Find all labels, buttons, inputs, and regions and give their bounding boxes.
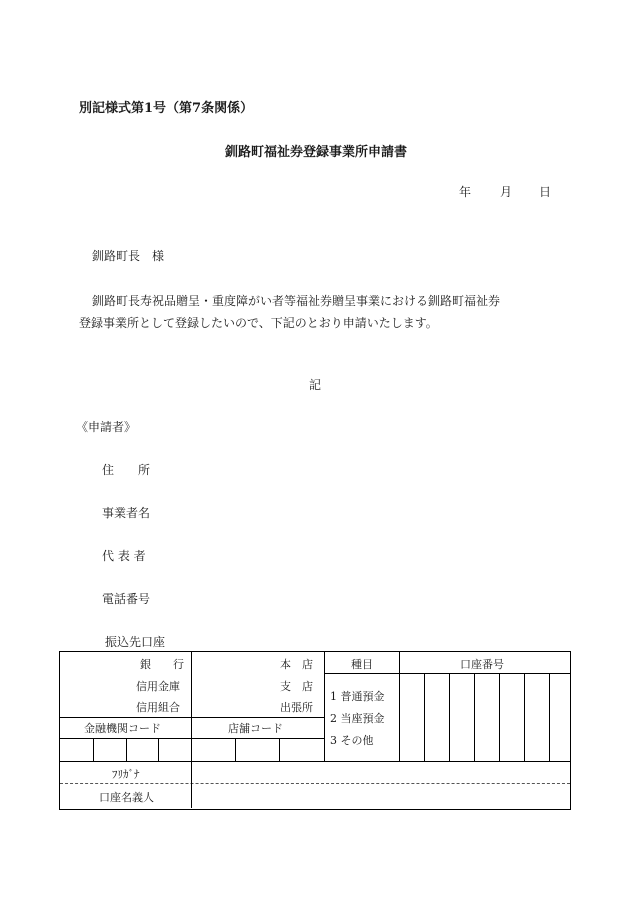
address-label: 住 所 xyxy=(102,463,151,477)
code-divider xyxy=(158,738,159,762)
account-number-header: 口座番号 xyxy=(460,658,504,671)
digit-divider xyxy=(499,674,500,762)
body-line-2: 登録事業所として登録したいので、下記のとおり申請いたします。 xyxy=(79,316,438,330)
hline-furigana-dash xyxy=(60,783,570,784)
digit-divider xyxy=(474,674,475,762)
hline-code-label-bottom xyxy=(60,738,324,739)
hline-furigana-top xyxy=(60,761,570,762)
account-heading: 振込先口座 xyxy=(105,635,166,649)
date-year: 年 xyxy=(459,185,472,199)
date-month: 月 xyxy=(500,185,513,199)
type-option-1: 1 普通預金 xyxy=(330,690,385,703)
hline-header xyxy=(325,673,570,674)
vline-col-3 xyxy=(399,652,400,762)
code-divider xyxy=(126,738,127,762)
digit-divider xyxy=(549,674,550,762)
code-divider xyxy=(279,738,280,762)
digit-divider xyxy=(424,674,425,762)
body-line-1: 釧路町長寿祝品贈呈・重度障がい者等福祉券贈呈事業における釧路町福祉券 xyxy=(92,294,501,308)
holder-name-label: 口座名義人 xyxy=(99,791,154,804)
sub-branch-label: 出張所 xyxy=(280,701,313,714)
bank-label: 銀 行 xyxy=(140,658,184,671)
ki-heading: 記 xyxy=(309,378,322,392)
addressee: 釧路町長 様 xyxy=(92,249,165,263)
code-divider xyxy=(93,738,94,762)
code-divider xyxy=(235,738,236,762)
shinkin-label: 信用金庫 xyxy=(136,680,180,693)
head-office-label: 本 店 xyxy=(280,658,313,671)
business-name-label: 事業者名 xyxy=(102,506,151,520)
date-day: 日 xyxy=(539,185,552,199)
type-option-2: 2 当座預金 xyxy=(330,712,385,725)
digit-divider xyxy=(449,674,450,762)
form-label: 別記様式第1号（第7条関係） xyxy=(79,101,254,116)
branch-code-label: 店舗コード xyxy=(228,722,283,735)
digit-divider xyxy=(524,674,525,762)
representative-label: 代 表 者 xyxy=(102,549,146,563)
furigana-label: ﾌﾘｶﾞﾅ xyxy=(112,768,140,781)
hline-code-label-top xyxy=(60,717,324,718)
vline-col-1 xyxy=(191,652,192,808)
vline-col-2 xyxy=(324,652,325,762)
bank-account-table xyxy=(59,651,571,810)
institution-code-label: 金融機関コード xyxy=(84,722,161,735)
type-option-3: 3 その他 xyxy=(330,734,374,747)
page-title: 釧路町福祉券登録事業所申請書 xyxy=(225,145,408,160)
phone-label: 電話番号 xyxy=(102,592,151,606)
applicant-header: 《申請者》 xyxy=(76,420,137,434)
branch-label: 支 店 xyxy=(280,680,313,693)
kumiai-label: 信用組合 xyxy=(136,701,180,714)
type-header: 種目 xyxy=(351,658,373,671)
